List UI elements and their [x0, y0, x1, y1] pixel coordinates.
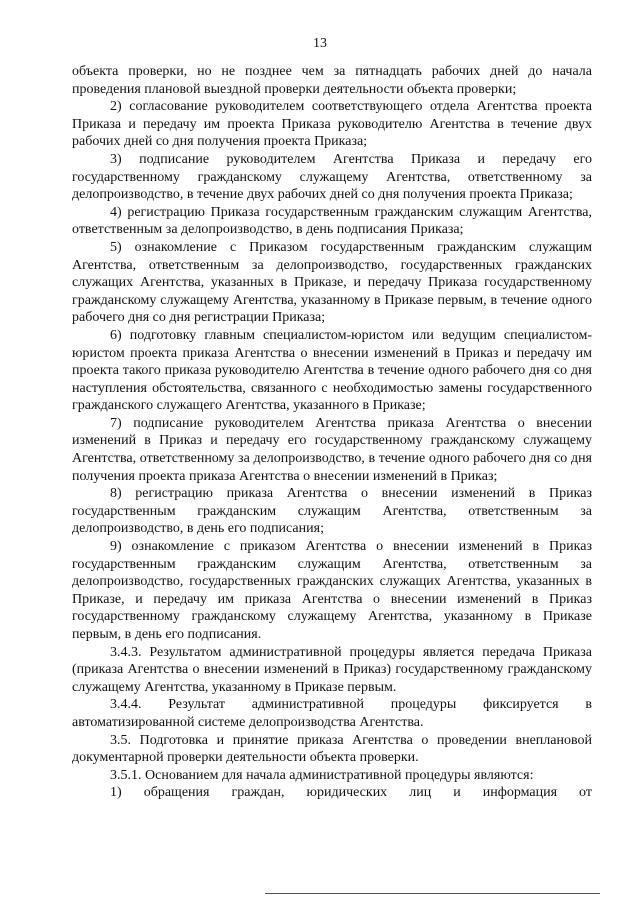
paragraph: 6) подготовку главным специалистом-юристом или ведущим специалистом-юристом проекта приказа Агентства о внесении изменений в Приказ и передачу им проекта такого приказа руководителю Агентства в течение одного рабочего дня со дня наступления обстоятельства, связанного с необходимостью замены государственного гражданского служащего Агентства, указанного в Приказе; — [72, 327, 592, 414]
paragraph: 1) обращения граждан, юридических лиц и информация от — [110, 785, 592, 801]
paragraph: 4) регистрацию Приказа государственным гражданским служащим Агентства, ответственным за делопроизводство, в день подписания Приказа; — [72, 204, 592, 238]
paragraph: 2) согласование руководителем соответствующего отдела Агентства проекта Приказа и передачу им проекта Приказа руководителю Агентства в течение двух рабочих дней со дня получения проекта Приказа; — [72, 99, 592, 150]
paragraph: 3.5.1. Основанием для начала административной процедуры являются: — [110, 767, 534, 783]
paragraph: 3) подписание руководителем Агентства Приказа и передачу его государственному гражданскому служащему Агентства, ответственному за делопроизводство, в течение двух рабочих дней со дня получения проекта Приказа; — [72, 151, 592, 203]
paragraph: 8) регистрацию приказа Агентства о внесении изменений в Приказ государственным гражданским служащим Агентства, ответственным за делопроизводство, в день его подписания; — [72, 486, 592, 537]
paragraph: 3.4.4. Результат административной процедуры фиксируется в автоматизированной системе делопроизводства Агентства. — [72, 697, 592, 730]
paragraph: 9) ознакомление с приказом Агентства о внесении изменений в Приказ государственным гражданским служащим Агентства, ответственным за делопроизводство, государственных гражданских служащих Агентства, указанных в Приказе, и передачу им приказа Агентства о внесении изменений в Приказ государственному гражданскому служащему Агентства, указанному в Приказе первым, в день его подписания. — [72, 539, 592, 642]
bottom-rule — [265, 893, 600, 894]
paragraph: 5) ознакомление с Приказом государственным гражданским служащим Агентства, ответственным за делопроизводство, государственных гражданских служащих Агентства, указанных в Приказе, и передачу Приказа государственному гражданскому служащему Агентства, указанному в Приказе первым, в течение одного рабочего дня со дня регистрации Приказа; — [72, 239, 592, 326]
paragraph: объекта проверки, но не позднее чем за пятнадцать рабочих дней до начала проведения плановой выездной проверки деятельности объекта проверки; — [72, 64, 592, 97]
document-body — [72, 63, 592, 802]
paragraph: 3.4.3. Результатом административной процедуры является передача Приказа (приказа Агентства о внесении изменений в Приказ) государственному гражданскому служащему Агентства, указанному в Приказе первым. — [72, 644, 592, 695]
paragraph: 3.5. Подготовка и принятие приказа Агентства о проведении внеплановой документарной проверки деятельности объекта проверки. — [72, 732, 592, 766]
paragraph: 7) подписание руководителем Агентства приказа Агентства о внесении изменений в Приказ и передачу его государственному гражданскому служащему Агентства, ответственному за делопроизводство, в течение одного рабочего дня со дня получения проекта приказа Агентства о внесении изменений в Приказ; — [72, 415, 592, 484]
page-number: 13 — [313, 36, 327, 51]
